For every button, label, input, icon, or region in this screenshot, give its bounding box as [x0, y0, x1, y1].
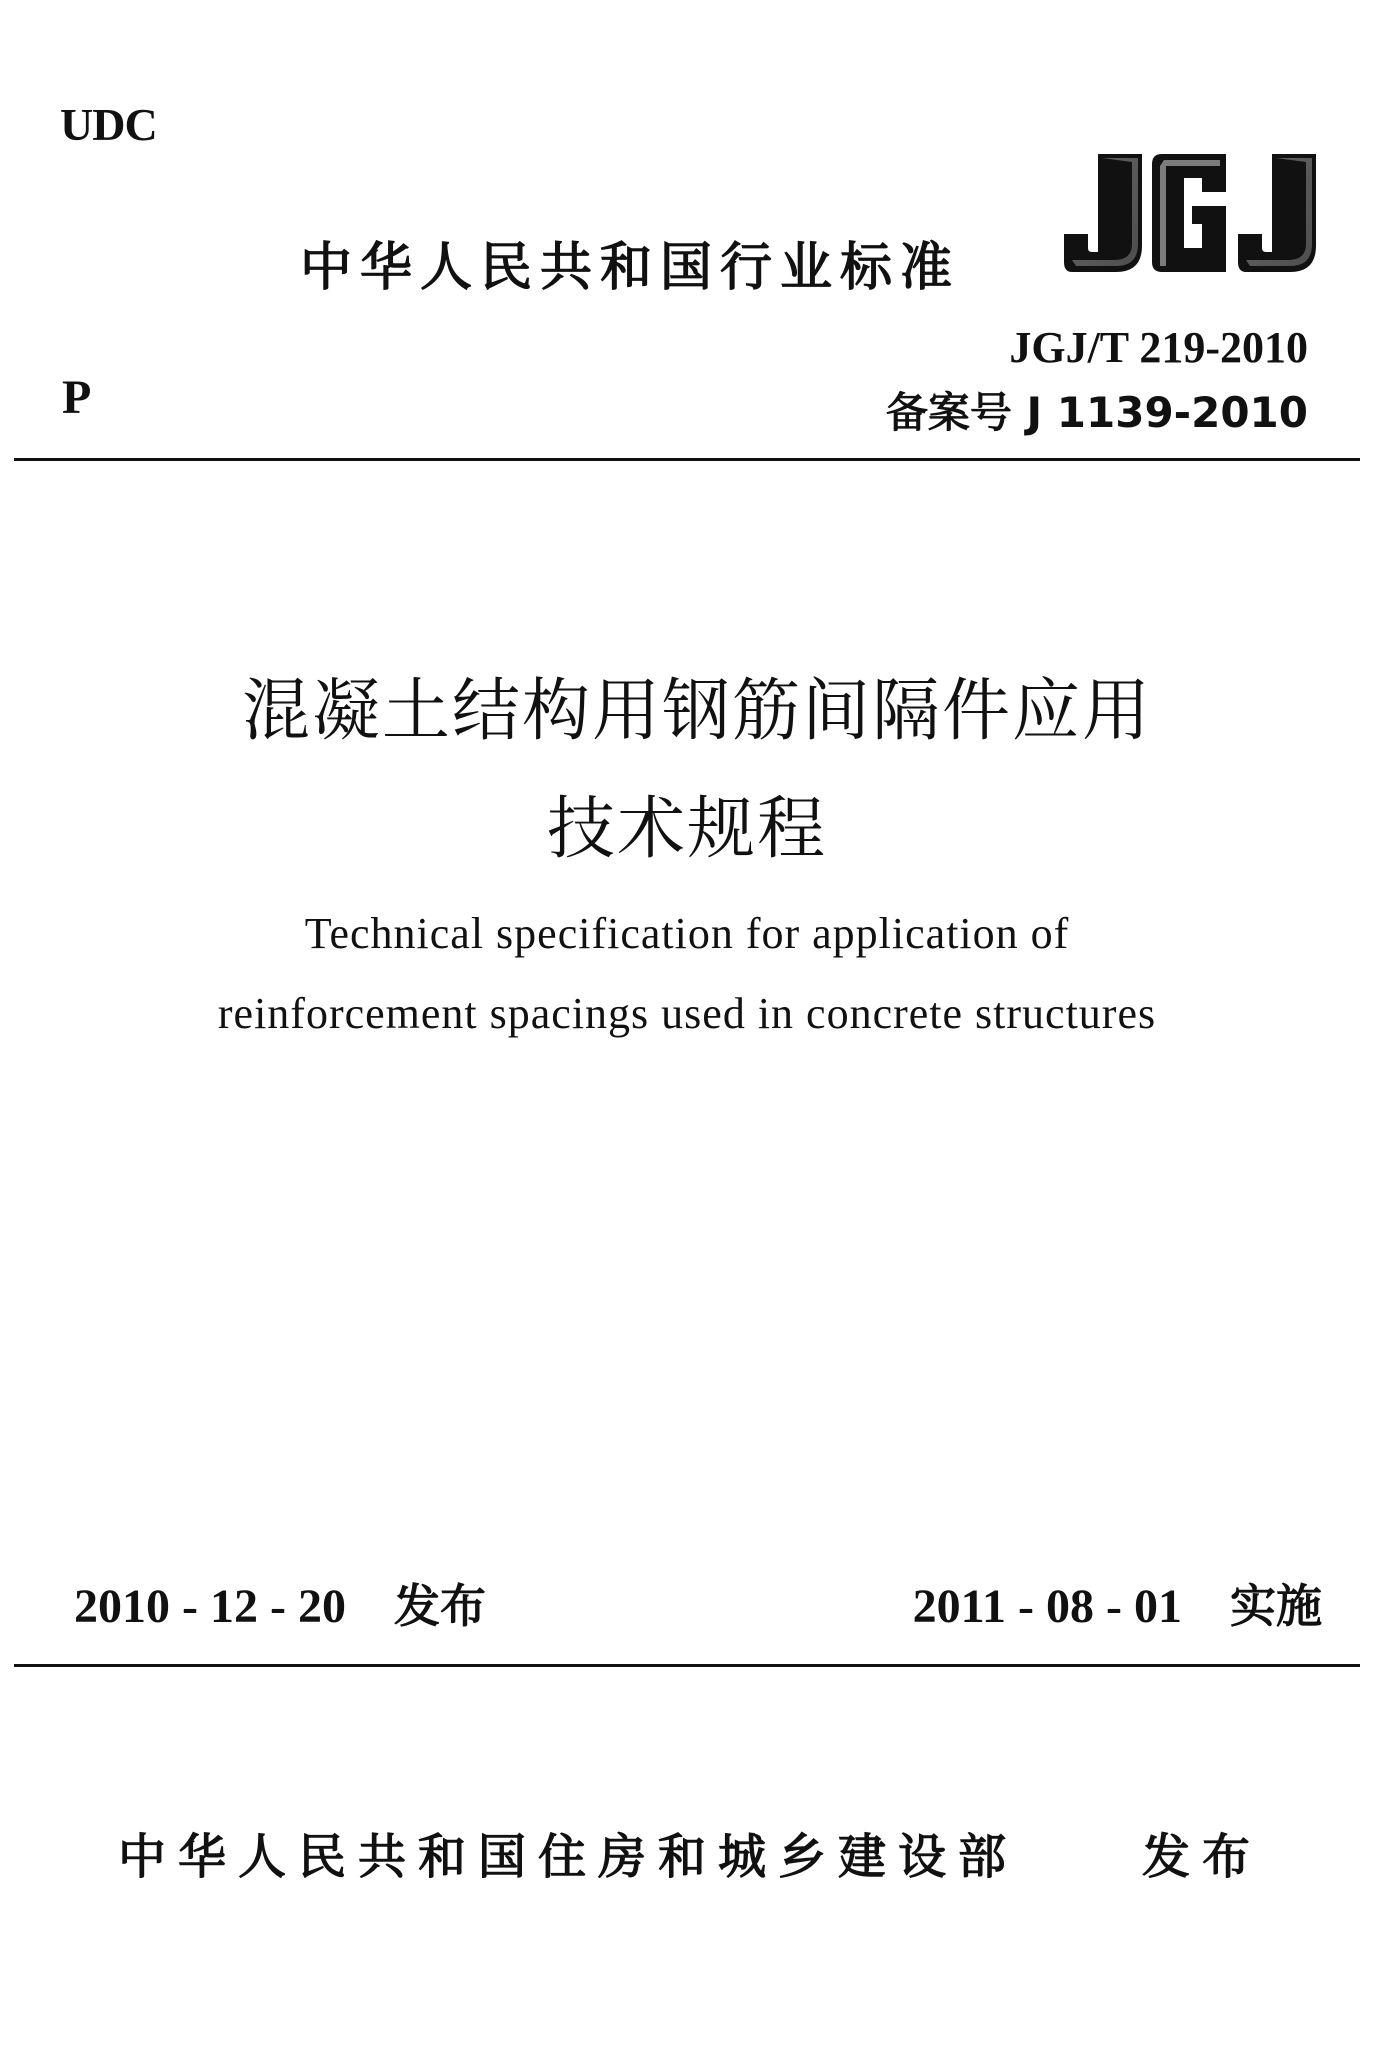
- issuer-action: 发布: [1142, 1829, 1263, 1885]
- standard-number: JGJ/T 219-2010: [1009, 323, 1308, 372]
- issue-date: 2010 - 12 - 20: [74, 1580, 346, 1633]
- udc-label: UDC: [60, 99, 157, 150]
- implement-label: 实施: [1230, 1579, 1322, 1633]
- implement-date-row: [913, 1570, 1322, 1636]
- issue-date-row: [74, 1570, 486, 1636]
- issuer: 中华人民共和国住房和城乡建设部: [118, 1829, 1019, 1885]
- logo-letter-j2: [1238, 154, 1316, 272]
- issue-label: 发布: [393, 1579, 486, 1633]
- classification-label: P: [62, 371, 92, 424]
- top-divider: [14, 458, 1360, 461]
- jgj-logo: [1058, 148, 1320, 278]
- logo-letter-g: [1152, 154, 1226, 272]
- standard-type: 中华人民共和国行业标准: [300, 238, 961, 298]
- implement-date: 2011 - 08 - 01: [912, 1580, 1182, 1633]
- title-en-line2: reinforcement spacings used in concrete structures: [217, 989, 1157, 1038]
- title-cn-line1: 混凝土结构用钢筋间隔件应用: [241, 672, 1152, 751]
- title-en-line1: Technical specification for application of: [304, 909, 1070, 958]
- logo-letter-j1: [1064, 154, 1142, 272]
- bottom-divider: [14, 1664, 1360, 1667]
- title-cn-line2: 技术规程: [546, 790, 827, 869]
- record-number: 备案号 J 1139-2010: [885, 388, 1308, 437]
